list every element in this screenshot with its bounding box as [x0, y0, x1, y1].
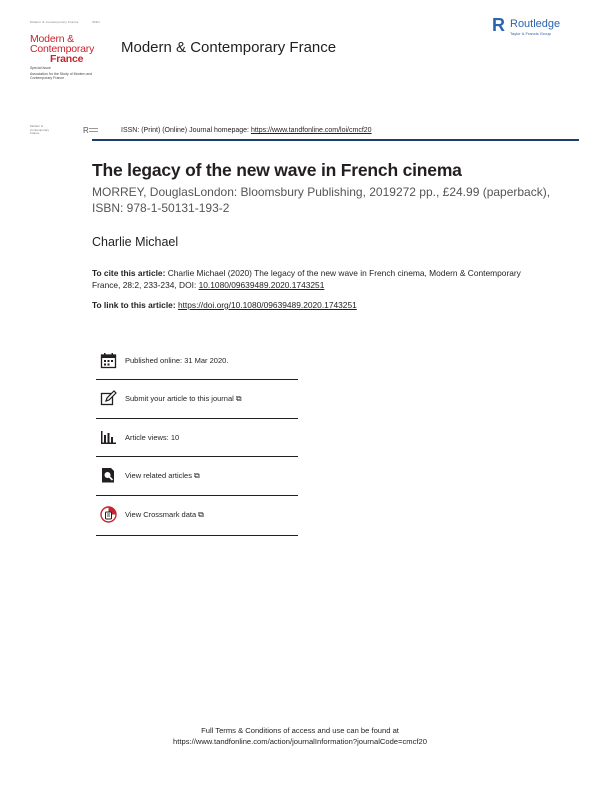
meta-submit[interactable]: [96, 380, 298, 419]
calendar-icon: [100, 352, 117, 369]
footer: [0, 725, 600, 747]
logo-line-3: France: [50, 53, 84, 65]
pencil-icon: [100, 390, 117, 407]
article-meta-list: [96, 342, 298, 536]
meta-related[interactable]: [96, 457, 298, 496]
logo-sub-2: Association for the Study of Modern and Contemporary France: [30, 72, 93, 80]
article-views: Article views: 10: [125, 432, 180, 442]
magnifier-icon: [100, 467, 117, 484]
journal-homepage-link[interactable]: https://www.tandfonline.com/loi/cmcf20: [250, 127, 372, 134]
logo-line-1: Modern &: [30, 33, 74, 45]
crossmark-link[interactable]: [125, 510, 204, 520]
book-info: MORREY, DouglasLondon: Bloomsbury Publishing, 2019272 pp., £24.99 (paperback), ISBN: 978-1-50131-193-2: [92, 185, 551, 215]
issn-label: ISSN: (Print) (Online) Journal homepage:: [121, 127, 251, 134]
external-link-icon: ⧉: [198, 509, 204, 519]
citation-label: To cite this article:: [92, 268, 166, 278]
journal-cover-logo[interactable]: [30, 34, 110, 80]
svg-text:R: R: [83, 126, 89, 135]
crossmark-label: View Crossmark data: [125, 509, 197, 519]
routledge-thumb-icon: [83, 125, 99, 137]
meta-published: [96, 342, 298, 380]
published-date: Published online: 31 Mar 2020.: [125, 356, 229, 365]
publisher-tagline: Taylor & Francis Group: [510, 31, 551, 36]
footer-terms: Full Terms & Conditions of access and use can be found at: [201, 726, 399, 735]
footer-url[interactable]: https://www.tandfonline.com/action/journalInformation?journalCode=cmcf20: [173, 737, 427, 746]
related-label: View related articles: [125, 471, 192, 480]
journal-title: Modern & Contemporary France: [121, 39, 337, 56]
crossmark-icon: [100, 506, 117, 523]
publisher-name: Routledge: [510, 18, 561, 30]
external-link-icon: ⧉: [235, 394, 242, 403]
logo-line-2: Contemporary: [30, 43, 95, 55]
routledge-mark-icon: R: [492, 15, 505, 35]
cover-small-text-right: ISSN: [92, 20, 100, 24]
related-articles-link[interactable]: [125, 471, 200, 481]
issn-thumbnail-text: Modern & Contemporary France: [30, 124, 50, 135]
link-label: To link to this article:: [92, 300, 178, 310]
meta-views: [96, 419, 298, 458]
citation-text: Charlie Michael (2020) The legacy of the new wave in French cinema, Modern & Contemporary France, 28:2, 233-234, DOI:: [92, 268, 521, 290]
issn-line: [121, 127, 372, 134]
article-title: The legacy of the new wave in French cinema: [92, 160, 462, 180]
header-rule: [92, 139, 579, 141]
logo-sub-1: Special Issue: [30, 66, 51, 70]
citation: [92, 268, 522, 291]
article-link-line: [92, 300, 357, 310]
external-link-icon: ⧉: [193, 471, 200, 480]
cover-small-text: Modern & Contemporary France: [30, 20, 79, 24]
article-link[interactable]: https://doi.org/10.1080/09639489.2020.1743251: [177, 300, 357, 310]
submit-article-link[interactable]: [125, 394, 242, 404]
submit-label: Submit your article to this journal: [125, 394, 234, 403]
doi-link[interactable]: 10.1080/09639489.2020.1743251: [198, 279, 325, 290]
author-name[interactable]: Charlie Michael: [92, 235, 179, 249]
meta-crossmark[interactable]: [96, 496, 298, 536]
bar-chart-icon: [100, 429, 117, 446]
